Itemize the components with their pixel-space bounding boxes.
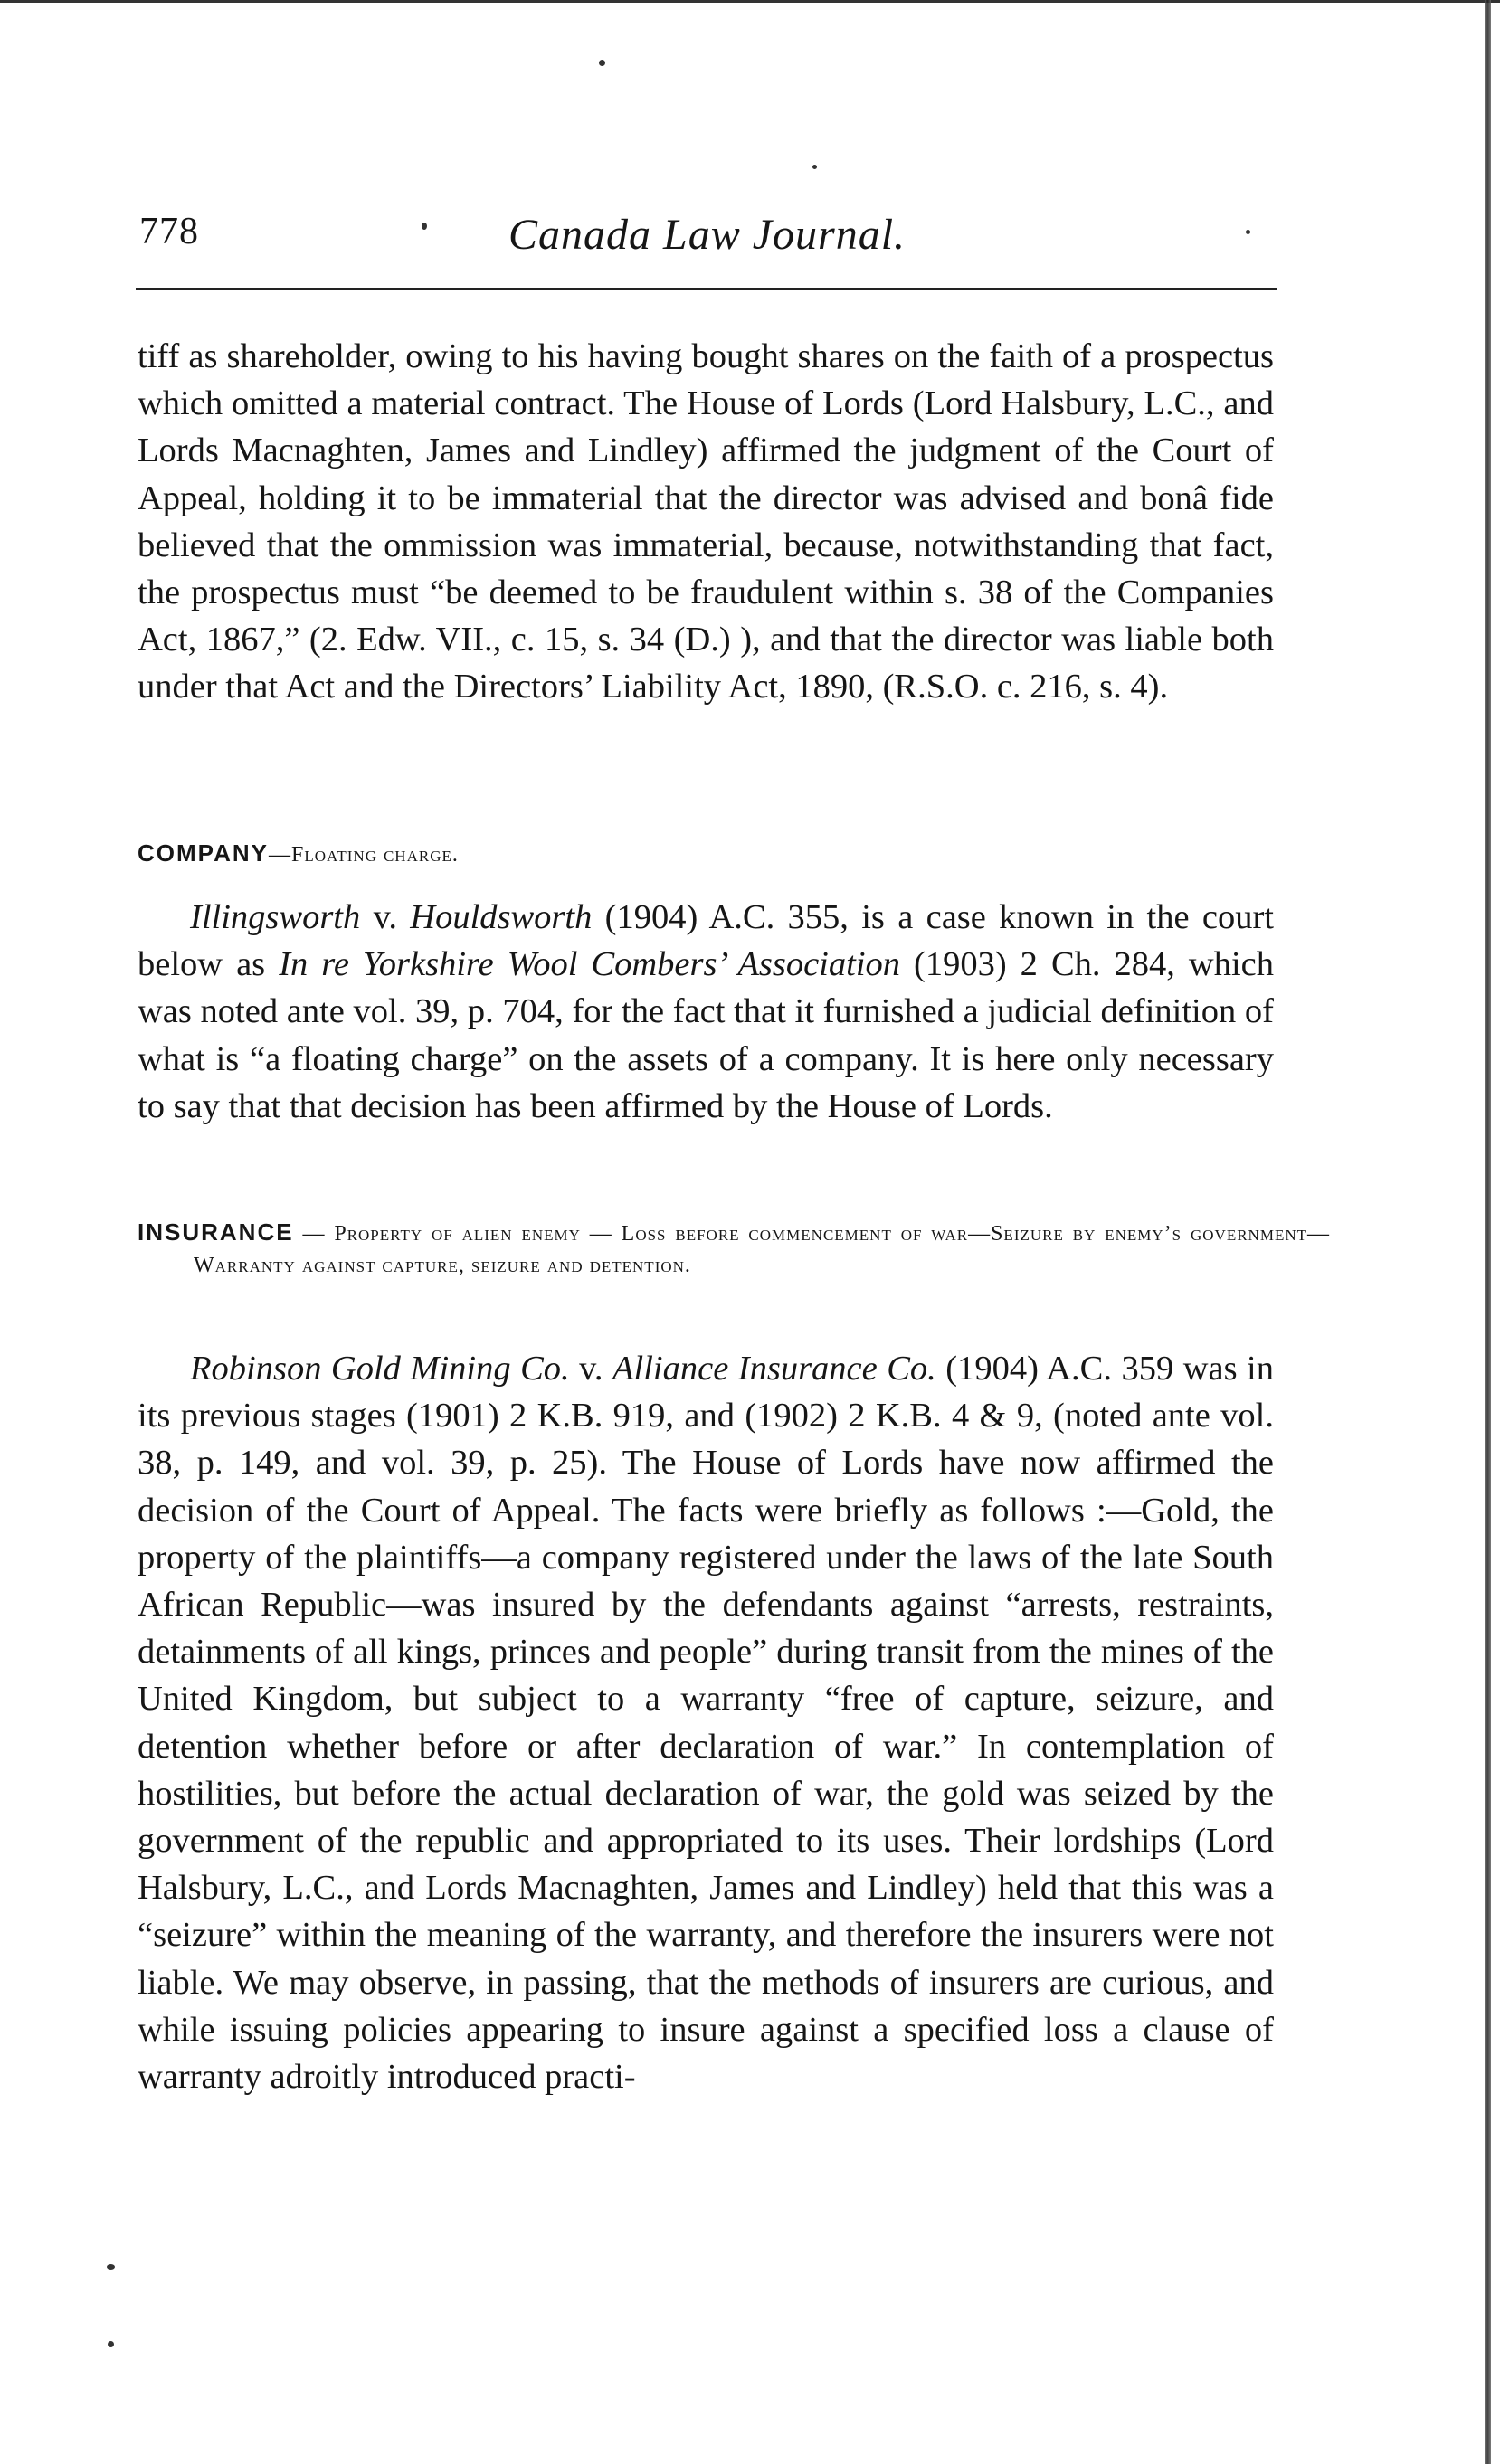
section-heading-insurance: [138, 1217, 1330, 1282]
running-header: [136, 210, 1276, 288]
scan-speck: [108, 2341, 114, 2347]
section-subject: —Floating charge.: [268, 843, 459, 867]
case-plaintiff: Illingsworth: [190, 898, 361, 936]
scan-speck: [107, 2264, 115, 2270]
paragraph-shareholder-case: [138, 333, 1274, 711]
case-plaintiff: Robinson Gold Mining Co.: [190, 1350, 570, 1388]
versus: v.: [569, 1350, 612, 1388]
scan-speck: [599, 60, 605, 66]
case-name-below: In re Yorkshire Wool Combers’ Association: [279, 945, 901, 984]
binding-edge-shadow: [1485, 0, 1491, 2464]
page-number: 778: [139, 211, 199, 252]
scan-speck: [812, 165, 817, 169]
paragraph-text: (1903) 2 Ch. 284, which was noted ante vol. 39, p. 704, for the fact that it furnished a judicial definition of what is “a floating charge” on the assets of a company. It is here only necessary to say that that decision has been affirmed by the House of Lords.: [138, 945, 1274, 1125]
paragraph-illingsworth-case: [138, 894, 1274, 1130]
paragraph-text: (1904) A.C. 359 was in its previous stages (1901) 2 K.B. 919, and (1902) 2 K.B. 4 & 9, (noted ante vol. 38, p. 149, and vol. 39, p. 25). The House of Lords have now affirmed the decision of the Court of Appeal. The facts were briefly as follows :—Gold, the property of the plaintiffs—a company registered under the laws of the late South African Republic—was insured by the defendants against “arrests, restraints, detainments of all kings, princes and people” during transit from the mines of the United Kingdom, but subject to a warranty “free of capture, seizure, and detention whether before or after declaration of war.” In contemplation of hostilities, but before the actual declaration of war, the gold was seized by the government of the republic and appropriated to its uses. Their lordships (Lord Halsbury, L.C., and Lords Macnaghten, James and Lindley) held that this was a “seizure” within the meaning of the warranty, and therefore the insurers were not liable. We may observe, in passing, that the methods of insurers are curious, and while issuing policies appearing to insure against a specified loss a clause of warranty adroitly introduced practi-: [138, 1350, 1274, 2097]
header-rule: [136, 288, 1277, 290]
section-heading-company: [138, 838, 1274, 871]
case-defendant: Houldsworth: [410, 898, 593, 936]
section-keyword: COMPANY: [138, 839, 269, 867]
scan-top-edge: [0, 0, 1500, 3]
paragraph-text: tiff as shareholder, owing to his having bought shares on the faith of a prospectus which omitted a material contract. The House of Lords (Lord Halsbury, L.C., and Lords Macnaghten, James and Lindley) affirmed the judgment of the Court of Appeal, holding it to be immaterial that the director was advised and bonâ fide believed that the ommission was immaterial, because, notwithstanding that fact, the prospectus must “be deemed to be fraudulent within s. 38 of the Companies Act, 1867,” (2. Edw. VII., c. 15, s. 34 (D.) ), and that the director was liable both under that Act and the Directors’ Liability Act, 1890, (R.S.O. c. 216, s. 4).: [138, 337, 1274, 706]
paragraph-robinson-case: [138, 1345, 1274, 2100]
section-subject: — Property of alien enemy — Loss before commencement of war—Seizure by enemy’s government—Warranty against capture, seizure and detention.: [194, 1222, 1330, 1277]
case-defendant: Alliance Insurance Co.: [612, 1350, 936, 1388]
paragraph-text: (1904) A.C. 355, is a case known in the court below as: [138, 898, 1275, 984]
versus: v.: [360, 898, 411, 936]
journal-title: Canada Law Journal.: [508, 211, 907, 259]
section-keyword: INSURANCE: [138, 1218, 294, 1246]
